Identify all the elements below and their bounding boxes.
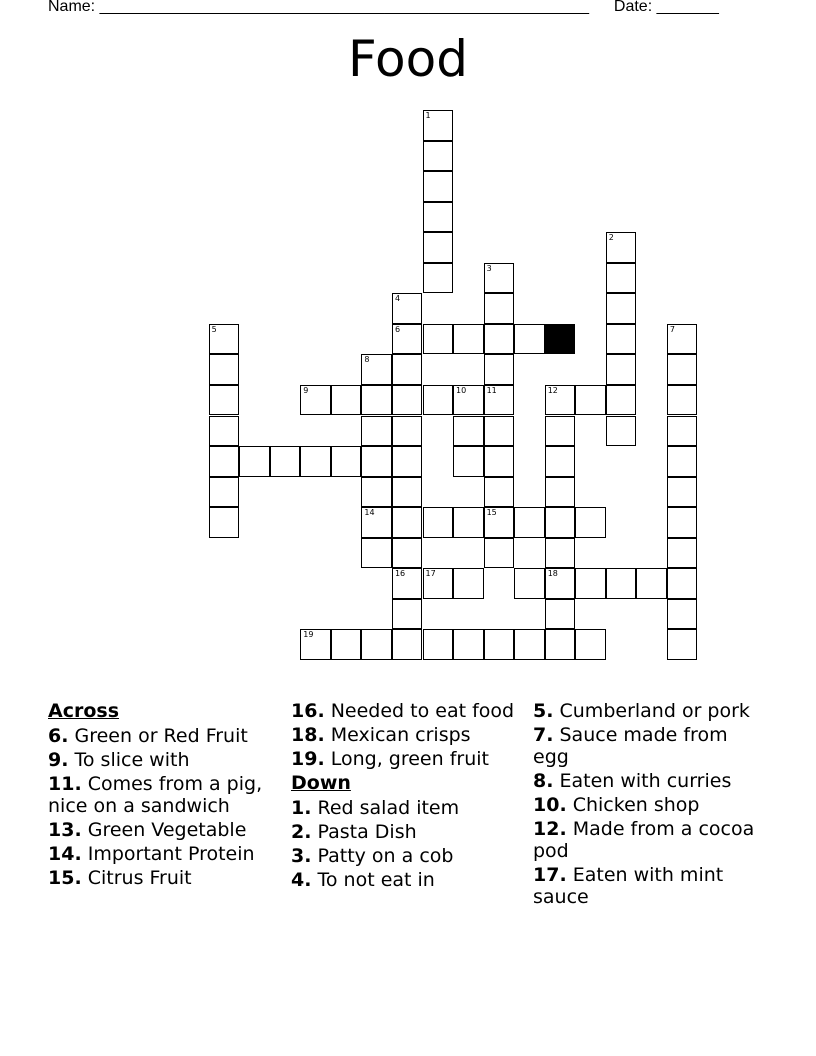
grid-cell[interactable] xyxy=(331,385,362,416)
clue-number: 1 xyxy=(425,111,431,120)
clue-number: 7 xyxy=(669,324,675,334)
clue-down-3: 3. Patty on a cob xyxy=(291,845,454,867)
grid-cell[interactable] xyxy=(423,629,454,660)
grid-cell[interactable] xyxy=(575,507,606,538)
clue-across-13: 13. Green Vegetable xyxy=(48,819,247,841)
grid-cell[interactable] xyxy=(667,599,698,630)
grid-cell[interactable] xyxy=(300,446,331,477)
clue-number: 11 xyxy=(486,385,497,395)
grid-cell[interactable] xyxy=(606,385,637,416)
grid-cell[interactable] xyxy=(484,538,515,569)
grid-cell[interactable] xyxy=(331,446,362,477)
grid-cell[interactable] xyxy=(270,446,301,477)
clue-number: 10 xyxy=(456,385,467,395)
clue-across-18: 18. Mexican crisps xyxy=(291,724,471,746)
grid-cell[interactable] xyxy=(453,568,484,599)
clue-across-6: 6. Green or Red Fruit xyxy=(48,725,248,747)
grid-cell[interactable] xyxy=(361,629,392,660)
grid-cell[interactable] xyxy=(423,385,454,416)
clue-column-3 xyxy=(533,700,768,910)
clue-number: 2 xyxy=(608,233,614,243)
grid-cell[interactable] xyxy=(545,538,576,569)
grid-cell[interactable] xyxy=(361,477,392,508)
grid-cell[interactable] xyxy=(423,171,454,202)
grid-cell[interactable] xyxy=(453,416,484,447)
grid-cell[interactable] xyxy=(545,446,576,477)
grid-cell[interactable] xyxy=(392,416,423,447)
grid-cell[interactable] xyxy=(453,385,484,416)
grid-cell[interactable] xyxy=(484,507,515,538)
grid-cell[interactable] xyxy=(545,416,576,447)
grid-cell[interactable] xyxy=(392,354,423,385)
page-title: Food xyxy=(348,30,468,88)
grid-cell[interactable] xyxy=(545,599,576,630)
grid-cell[interactable] xyxy=(545,629,576,660)
grid-cell[interactable] xyxy=(361,446,392,477)
grid-cell[interactable] xyxy=(606,354,637,385)
clue-number: 18 xyxy=(547,569,558,579)
grid-cell[interactable] xyxy=(392,538,423,569)
grid-cell[interactable] xyxy=(575,568,606,599)
grid-cell[interactable] xyxy=(545,568,576,599)
grid-block xyxy=(545,324,576,355)
grid-cell[interactable] xyxy=(514,507,545,538)
grid-cell[interactable] xyxy=(514,629,545,660)
grid-cell[interactable] xyxy=(209,324,240,355)
grid-cell[interactable] xyxy=(514,324,545,355)
across-heading: Across xyxy=(48,700,120,722)
grid-cell[interactable] xyxy=(667,324,698,355)
grid-cell[interactable] xyxy=(575,385,606,416)
clue-down-2: 2. Pasta Dish xyxy=(291,821,417,843)
grid-cell[interactable] xyxy=(392,385,423,416)
clue-across-9: 9. To slice with xyxy=(48,749,190,771)
grid-cell[interactable] xyxy=(667,477,698,508)
clue-across-11: 11. Comes from a pig, nice on a sandwich xyxy=(48,773,263,817)
clue-across-16: 16. Needed to eat food xyxy=(291,700,515,722)
grid-cell[interactable] xyxy=(575,629,606,660)
grid-cell[interactable] xyxy=(484,324,515,355)
grid-cell[interactable] xyxy=(484,354,515,385)
grid-cell[interactable] xyxy=(209,354,240,385)
clue-number: 15 xyxy=(486,508,497,518)
grid-cell[interactable] xyxy=(423,324,454,355)
grid-cell[interactable] xyxy=(484,629,515,660)
grid-cell[interactable] xyxy=(423,110,454,141)
grid-cell[interactable] xyxy=(392,446,423,477)
grid-cell[interactable] xyxy=(423,568,454,599)
grid-cell[interactable] xyxy=(484,416,515,447)
clue-number: 8 xyxy=(364,355,370,365)
grid-cell[interactable] xyxy=(453,446,484,477)
grid-cell[interactable] xyxy=(484,446,515,477)
grid-cell[interactable] xyxy=(667,568,698,599)
grid-cell[interactable] xyxy=(667,538,698,569)
clue-number: 5 xyxy=(211,324,217,334)
grid-cell[interactable] xyxy=(636,568,667,599)
clue-column-2 xyxy=(291,700,526,893)
grid-cell[interactable] xyxy=(545,507,576,538)
grid-cell[interactable] xyxy=(606,293,637,324)
grid-cell[interactable] xyxy=(209,507,240,538)
grid-cell[interactable] xyxy=(361,385,392,416)
clue-number: 19 xyxy=(303,630,314,640)
grid-cell[interactable] xyxy=(667,629,698,660)
grid-cell[interactable] xyxy=(423,507,454,538)
grid-cell[interactable] xyxy=(667,446,698,477)
clue-number: 14 xyxy=(364,508,375,518)
grid-cell[interactable] xyxy=(392,568,423,599)
clue-down-1: 1. Red salad item xyxy=(291,797,460,819)
clue-down-10: 10. Chicken shop xyxy=(533,794,700,816)
grid-cell[interactable] xyxy=(453,324,484,355)
clue-number: 16 xyxy=(394,569,406,579)
grid-cell[interactable] xyxy=(209,416,240,447)
grid-cell[interactable] xyxy=(361,507,392,538)
clue-across-14: 14. Important Protein xyxy=(48,843,255,865)
clue-down-17: 17. Eaten with mint sauce xyxy=(533,864,724,908)
clue-number: 3 xyxy=(486,263,492,273)
grid-cell[interactable] xyxy=(300,385,331,416)
grid-cell[interactable] xyxy=(423,141,454,172)
grid-cell[interactable] xyxy=(606,568,637,599)
grid-cell[interactable] xyxy=(300,629,331,660)
grid-cell[interactable] xyxy=(667,354,698,385)
name-field[interactable]: Name: _______________________________________________________ xyxy=(48,0,589,15)
grid-cell[interactable] xyxy=(209,446,240,477)
down-heading: Down xyxy=(291,772,351,794)
grid-cell[interactable] xyxy=(331,629,362,660)
clue-column-1 xyxy=(48,700,283,891)
grid-cell[interactable] xyxy=(423,202,454,233)
grid-cell[interactable] xyxy=(392,629,423,660)
grid-cell[interactable] xyxy=(484,477,515,508)
clue-number: 17 xyxy=(425,569,436,579)
clue-number: 6 xyxy=(394,324,401,334)
grid-cell[interactable] xyxy=(484,385,515,416)
grid-cell[interactable] xyxy=(484,293,515,324)
grid-cell[interactable] xyxy=(361,538,392,569)
grid-cell[interactable] xyxy=(545,385,576,416)
grid-cell[interactable] xyxy=(361,416,392,447)
grid-cell[interactable] xyxy=(606,416,637,447)
grid-cell[interactable] xyxy=(239,446,270,477)
grid-cell[interactable] xyxy=(392,599,423,630)
clue-down-8: 8. Eaten with curries xyxy=(533,770,732,792)
grid-cell[interactable] xyxy=(392,507,423,538)
clue-across-15: 15. Citrus Fruit xyxy=(48,867,192,889)
clue-number: 4 xyxy=(394,294,401,304)
grid-cell[interactable] xyxy=(361,354,392,385)
clue-down-5: 5. Cumberland or pork xyxy=(533,700,750,722)
grid-cell[interactable] xyxy=(209,477,240,508)
grid-cell[interactable] xyxy=(667,507,698,538)
grid-cell[interactable] xyxy=(423,232,454,263)
clue-number: 9 xyxy=(303,385,309,395)
clue-number: 12 xyxy=(547,385,558,395)
clue-down-12: 12. Made from a cocoa pod xyxy=(533,818,755,862)
date-field[interactable]: Date: _______ xyxy=(613,0,719,15)
grid-cell[interactable] xyxy=(423,263,454,294)
grid-cell[interactable] xyxy=(453,629,484,660)
grid-cell[interactable] xyxy=(392,293,423,324)
grid-cell[interactable] xyxy=(392,324,423,355)
grid-cell[interactable] xyxy=(545,477,576,508)
grid-cell[interactable] xyxy=(606,324,637,355)
grid-cell[interactable] xyxy=(667,416,698,447)
grid-cell[interactable] xyxy=(606,263,637,294)
grid-cell[interactable] xyxy=(484,263,515,294)
clue-down-7: 7. Sauce made from egg xyxy=(533,724,728,768)
grid-cell[interactable] xyxy=(667,385,698,416)
clue-across-19: 19. Long, green fruit xyxy=(291,748,489,770)
grid-cell[interactable] xyxy=(209,385,240,416)
grid-cell[interactable] xyxy=(606,232,637,263)
clue-down-4: 4. To not eat in xyxy=(291,869,435,891)
grid-cell[interactable] xyxy=(392,477,423,508)
grid-cell[interactable] xyxy=(453,507,484,538)
grid-cell[interactable] xyxy=(514,568,545,599)
